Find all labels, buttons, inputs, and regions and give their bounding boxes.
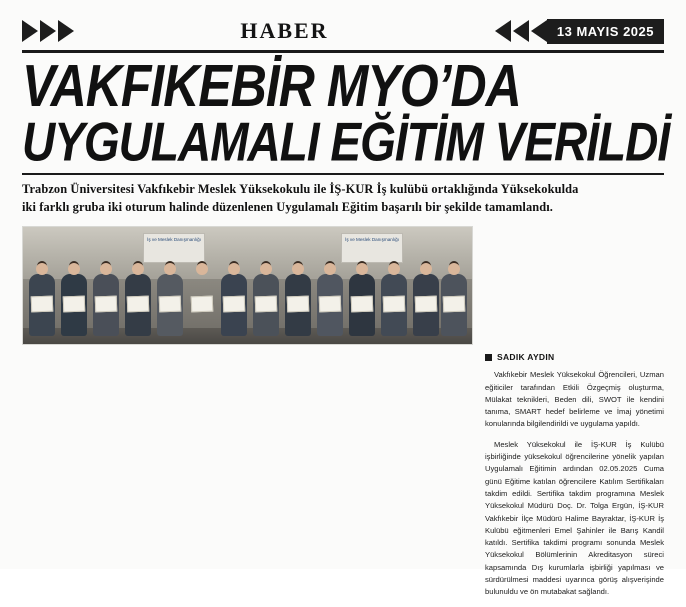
- person-head: [36, 263, 48, 275]
- headline-line-1: VAKFIKEBİR MYO’DA: [22, 53, 521, 120]
- photo-person: [413, 274, 439, 336]
- certificate: [319, 296, 342, 313]
- byline-author: SADIK AYDIN: [497, 352, 555, 363]
- photo-person: [29, 274, 55, 336]
- certificate: [415, 296, 438, 313]
- person-head: [100, 263, 112, 275]
- photo-person: [253, 274, 279, 336]
- photo-person: [189, 274, 215, 336]
- photo-person: [381, 274, 407, 336]
- person-head: [196, 263, 208, 275]
- chevron-left-icon: [513, 20, 529, 42]
- photo-person: [285, 274, 311, 336]
- headline: [22, 53, 670, 173]
- byline: [485, 352, 664, 362]
- chevron-right-icon: [40, 20, 56, 42]
- chevron-right-icon: [22, 20, 38, 42]
- chevron-right-icon: [58, 20, 74, 42]
- person-head: [132, 263, 144, 275]
- person-head: [420, 263, 432, 275]
- standfirst-line-1: Trabzon Üniversitesi Vakfıkebir Meslek Yüksekokulu ile İŞ-KUR İş kulübü ortaklığında Yüksekokulda: [22, 182, 579, 197]
- photo-person: [221, 274, 247, 336]
- issue-date-badge: 13 MAYIS 2025: [547, 19, 664, 44]
- person-head: [388, 263, 400, 275]
- person-head: [68, 263, 80, 275]
- bullet-square-icon: [485, 354, 492, 361]
- certificate: [351, 296, 374, 313]
- headline-line-2: UYGULAMALI EĞİTİM VERİLDİ: [22, 111, 670, 173]
- certificate: [255, 296, 278, 313]
- person-head: [260, 263, 272, 275]
- text-column: [485, 226, 664, 606]
- certificate: [95, 296, 118, 313]
- article-paragraph: Vakfıkebir Meslek Yüksekokul Öğrencileri, Uzman eğiticiler tarafından Etkili Özgeçmiş oluşturma, Mülakat teknikleri, Beden dili, SWOT ile kendini tanıma, SMART hedef belirleme ve İmaj yönetimi konularında bilgilendirildi ve uygulama yapıldı.: [485, 370, 664, 429]
- certificate: [31, 296, 54, 313]
- certificate: [383, 296, 406, 313]
- photo-person: [317, 274, 343, 336]
- certificate: [223, 296, 246, 313]
- article-body: [22, 226, 664, 606]
- chevron-left-icon: [495, 20, 511, 42]
- masthead-left-ornament: [22, 20, 76, 42]
- photo-person: [441, 274, 467, 336]
- person-head: [164, 263, 176, 275]
- headline-divider: [22, 173, 664, 175]
- masthead-right: [493, 19, 664, 44]
- certificate: [127, 296, 150, 313]
- person-head: [448, 263, 460, 275]
- person-head: [228, 263, 240, 275]
- section-label: HABER: [240, 18, 329, 43]
- person-head: [292, 263, 304, 275]
- person-head: [324, 263, 336, 275]
- photo-banner-right: İş ve Meslek Danışmanlığı: [341, 233, 403, 263]
- photo-person: [157, 274, 183, 336]
- certificate: [63, 296, 86, 313]
- photo-banner-left: İş ve Meslek Danışmanlığı: [143, 233, 205, 263]
- chevron-left-icon: [531, 20, 547, 42]
- person-head: [356, 263, 368, 275]
- photo-wall: [23, 227, 472, 278]
- photo-person: [93, 274, 119, 336]
- standfirst-line-2: iki farklı gruba iki oturum halinde düzenlenen Uygulamalı Eğitim başarılı bir şekilde tamamlandı.: [22, 200, 553, 215]
- photo-column: [22, 226, 473, 606]
- certificate: [191, 296, 214, 313]
- certificate: [287, 296, 310, 313]
- article-paragraph: Meslek Yüksekokul ile İŞ-KUR İş Kulübü işbirliğinde yüksekokul öğrencilerine yönelik yapılan Uygulamalı Eğitimin ardından 02.05.2025 Cuma günü Eğitime katılan öğrencilere Katılım Sertifikaları takdim edildi. Sertifika takdim programına Meslek Yüksekokul Müdürü Doç. Dr. Tolga Ergün, İŞ-KUR Vakfıkebir İlçe Müdürü Halime Bayraktar, İŞ-KUR İş Kulübü eğitmenleri Emel Şahinler ile Barış Kandil katıldı. Sertifika takdimi programı sonunda Meslek Yüksekokul Bölümlerinin Akreditasyon süreci kapsamında Dış kurumlarla işbirliği yapılması ve sürdürülmesi maddesi uyarınca görüş alışverişinde bulunuldu ve ön mutabakat sağlandı.: [485, 439, 664, 597]
- photo-person: [61, 274, 87, 336]
- article-photo: [22, 226, 473, 345]
- certificate: [443, 296, 466, 313]
- photo-person: [125, 274, 151, 336]
- certificate: [159, 296, 182, 313]
- standfirst: [22, 181, 664, 217]
- photo-person: [349, 274, 375, 336]
- masthead: [22, 14, 664, 53]
- masthead-center: [76, 18, 493, 44]
